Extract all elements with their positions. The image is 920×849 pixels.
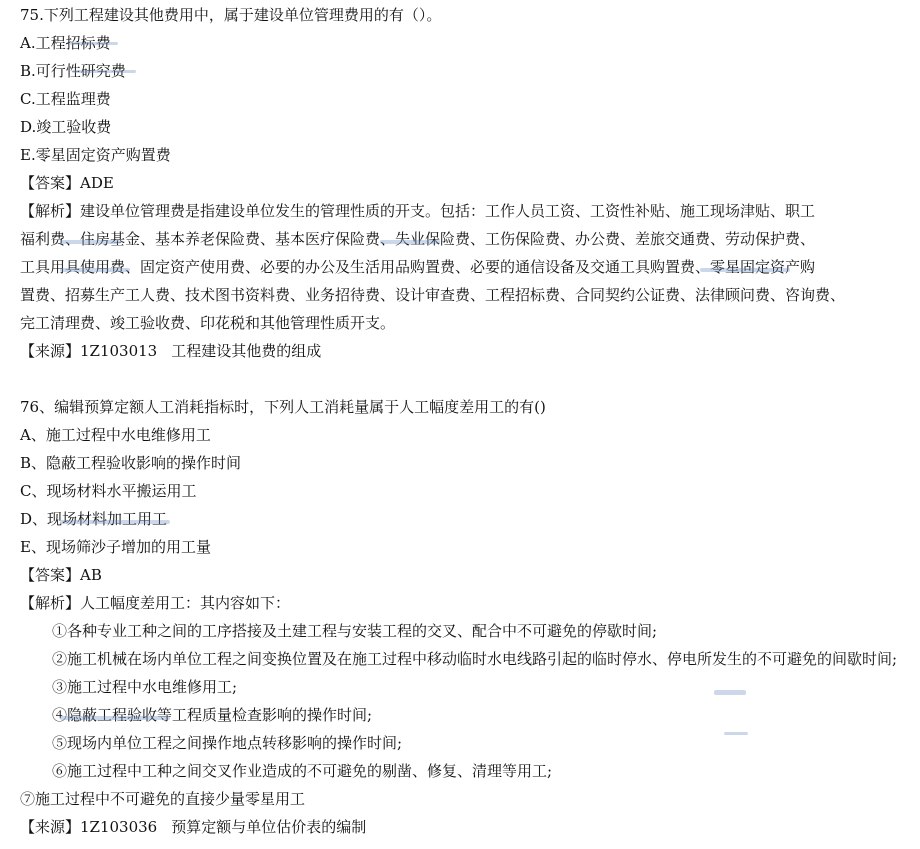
q75-source <box>20 339 321 363</box>
q75-source-title: 工程建设其他费的组成 <box>171 342 322 360</box>
q75-analysis-line-4: 置费、招募生产工人费、技术图书资料费、业务招待费、设计审查费、工程招标费、合同契约公证费、法律顾问费、咨询费、 <box>20 286 846 304</box>
q76-analysis-item-7: ⑦施工过程中不可避免的直接少量零星用工 <box>20 790 306 808</box>
watermark-stroke <box>72 70 136 73</box>
q76-analysis-item-1: ①各种专业工种之间的工序搭接及土建工程与安装工程的交叉、配合中不可避免的停歇时间; <box>52 622 658 640</box>
q75-option-b: B.可行性研究费 <box>20 62 126 80</box>
q76-analysis-item-4: ④隐蔽工程验收等工程质量检查影响的操作时间; <box>52 706 373 724</box>
q75-analysis-line-1: 【解析】建设单位管理费是指建设单位发生的管理性质的开支。包括：工作人员工资、工资性补贴、施工现场津贴、职工 <box>20 202 816 220</box>
q76-answer: 【答案】AB <box>20 566 102 584</box>
q76-source-title: 预算定额与单位估价表的编制 <box>171 818 367 836</box>
watermark-stroke <box>724 732 748 735</box>
q76-source <box>20 815 366 839</box>
q75-source-label: 【来源】1Z103013 <box>20 342 158 360</box>
q75-option-a: A.工程招标费 <box>20 34 111 52</box>
q76-option-e: E、现场筛沙子增加的用工量 <box>20 538 211 556</box>
q75-answer: 【答案】ADE <box>20 174 114 192</box>
q75-analysis-line-5: 完工清理费、竣工验收费、印花税和其他管理性质开支。 <box>20 314 396 332</box>
watermark-stroke <box>70 42 118 45</box>
q76-option-a: A、施工过程中水电维修用工 <box>20 426 211 444</box>
q75-option-c: C.工程监理费 <box>20 90 111 108</box>
q76-option-b: B、隐蔽工程验收影响的操作时间 <box>20 454 242 472</box>
watermark-stroke <box>380 240 440 244</box>
watermark-stroke <box>714 690 746 695</box>
q75-option-d: D.竣工验收费 <box>20 118 112 136</box>
q75-analysis-line-3: 工具用具使用费、固定资产使用费、必要的办公及生活用品购置费、必要的通信设备及交通工具购置费、零星固定资产购 <box>20 258 816 276</box>
q76-analysis-intro: 【解析】人工幅度差用工：其内容如下： <box>20 594 291 612</box>
q75-option-e: E.零星固定资产购置费 <box>20 146 171 164</box>
q76-analysis-item-6: ⑥施工过程中工种之间交叉作业造成的不可避免的剔凿、修复、清理等用工; <box>52 762 553 780</box>
q76-option-c: C、现场材料水平搬运用工 <box>20 482 197 500</box>
watermark-stroke <box>60 268 130 272</box>
q76-analysis-item-2: ②施工机械在场内单位工程之间变换位置及在施工过程中移动临时水电线路引起的临时停水、停电所发生的不可避免的间歇时间; <box>52 650 898 668</box>
q76-analysis-item-5: ⑤现场内单位工程之间操作地点转移影响的操作时间; <box>52 734 403 752</box>
q76-analysis-item-3: ③施工过程中水电维修用工; <box>52 678 238 696</box>
watermark-stroke <box>60 716 170 720</box>
watermark-stroke <box>700 268 790 272</box>
q75-question: 75.下列工程建设其他费用中，属于建设单位管理费用的有（）。 <box>20 6 442 24</box>
q76-source-label: 【来源】1Z103036 <box>20 818 158 836</box>
watermark-stroke <box>60 240 120 244</box>
q76-question: 76、编辑预算定额人工消耗指标时，下列人工消耗量属于人工幅度差用工的有() <box>20 398 546 416</box>
watermark-stroke <box>60 520 170 524</box>
q76-option-d: D、现场材料加工用工 <box>20 510 168 528</box>
q75-analysis-line-2: 福利费、住房基金、基本养老保险费、基本医疗保险费、失业保险费、工伤保险费、办公费、差旅交通费、劳动保护费、 <box>20 230 816 248</box>
